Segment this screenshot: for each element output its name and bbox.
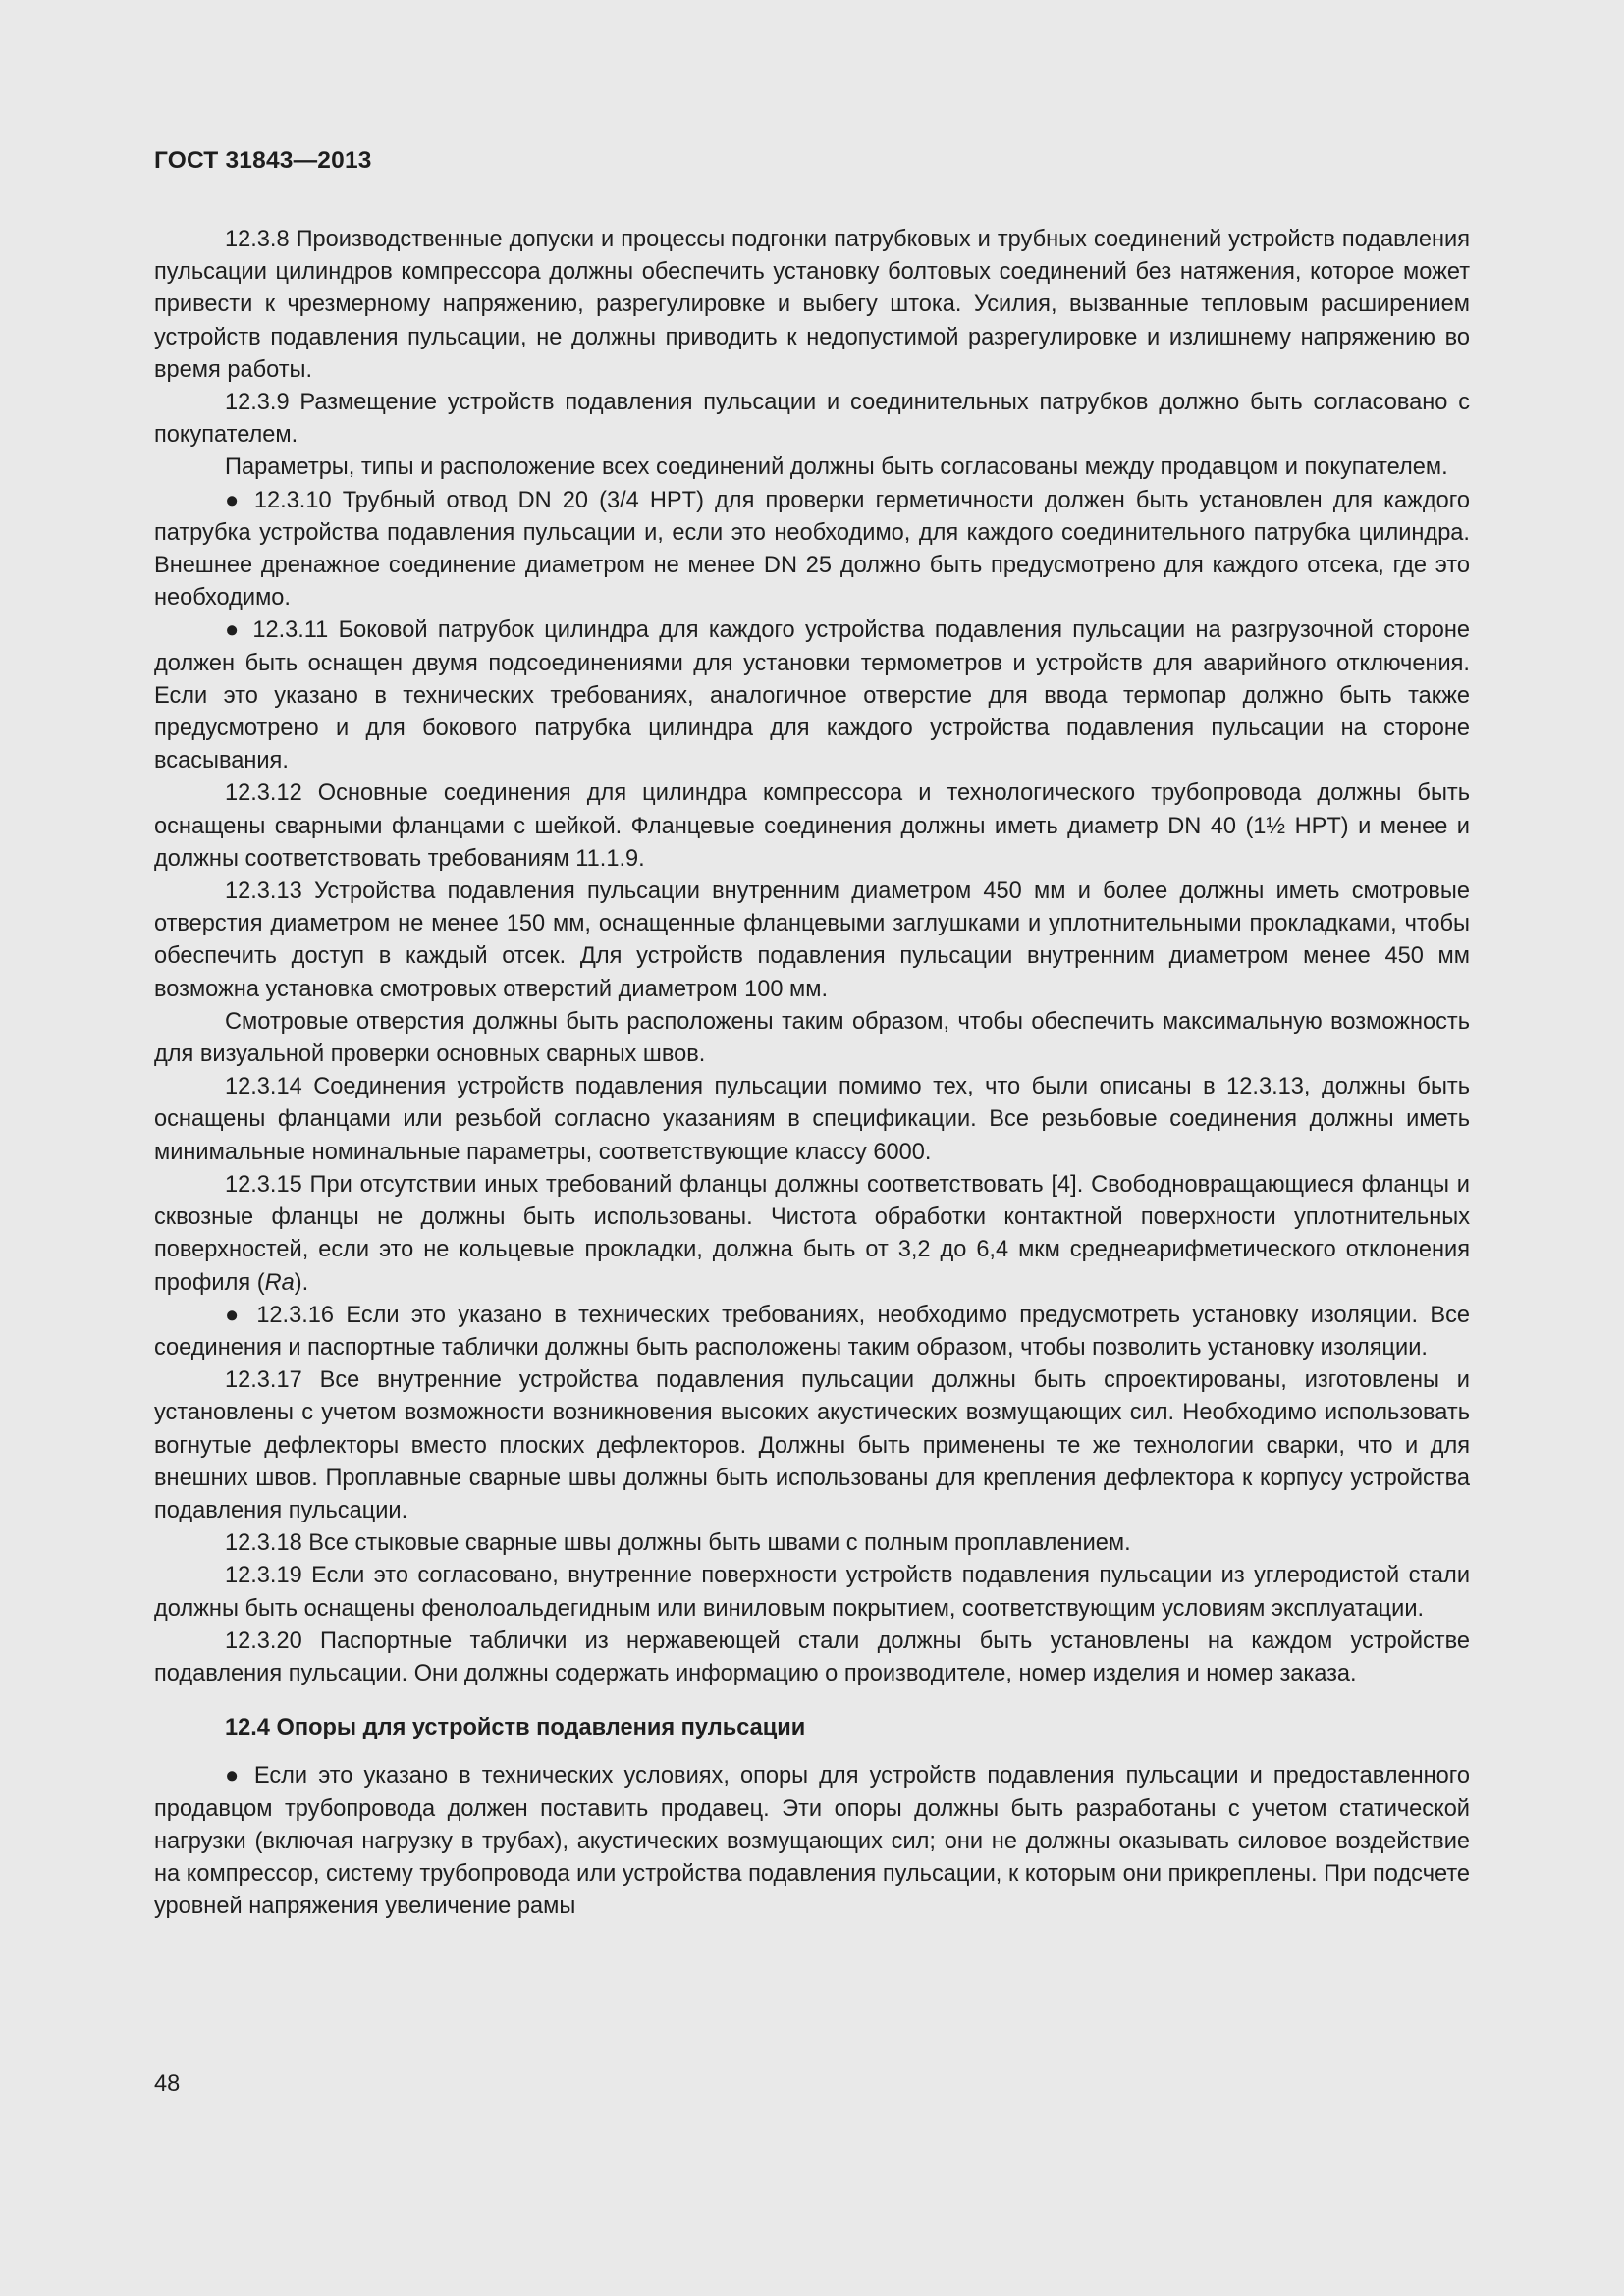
paragraph-inspection-openings: Смотровые отверстия должны быть расположены таким образом, чтобы обеспечить максимальную возможность для визуальной проверки основных сварных швов.	[154, 1008, 1470, 1068]
paragraph-12-3-19: 12.3.19 Если это согласовано, внутренние поверхности устройств подавления пульсации из углеродистой стали должны быть оснащены фенолоальдегидным или виниловым покрытием, соответствующим условиям эксплуатации.	[154, 1563, 1470, 1622]
paragraph-12-4-supports: ● Если это указано в технических условиях, опоры для устройств подавления пульсации и предоставленного продавцом трубопровода должен поставить продавец. Эти опоры должны быть разработаны с учетом статической нагрузки (включая нагрузку в трубах), акустических возмущающих сил; они не должны оказывать силовое воздействие на компрессор, систему трубопровода или устройства подавления пульсации, к которым они прикреплены. При подсчете уровней напряжения увеличение рамы	[154, 1763, 1470, 1920]
page-number: 48	[154, 2071, 181, 2097]
paragraph-12-3-18: 12.3.18 Все стыковые сварные швы должны быть швами с полным проплавлением.	[225, 1530, 1131, 1557]
paragraph-12-3-11: ● 12.3.11 Боковой патрубок цилиндра для каждого устройства подавления пульсации на разгрузочной стороне должен быть оснащен двумя подсоединениями для установки термометров и устройств для аварийного отключения. Если это указано в технических требованиях, аналогичное отверстие для ввода термопар должно быть также предусмотрено и для бокового патрубка цилиндра для каждого устройства подавления пульсации на стороне всасывания.	[154, 617, 1470, 774]
paragraph-12-3-8: 12.3.8 Производственные допуски и процессы подгонки патрубковых и трубных соединений устройств подавления пульсации цилиндров компрессора должны обеспечить установку болтовых соединений без натяжения, которое может привести к чрезмерному напряжению, разрегулировке и выбегу штока. Усилия, вызванные тепловым расширением устройств подавления пульсации, не должны приводить к недопустимой разрегулировке и излишнему напряжению во время работы.	[154, 227, 1470, 383]
paragraph-12-3-15	[154, 1169, 1470, 1300]
paragraph-connections-params: Параметры, типы и расположение всех соединений должны быть согласованы между продавцом и покупателем.	[225, 454, 1448, 481]
paragraph-12-3-13: 12.3.13 Устройства подавления пульсации внутренним диаметром 450 мм и более должны иметь смотровые отверстия диаметром не менее 150 мм, оснащенные фланцевыми заглушками и уплотнительными прокладками, чтобы обеспечить доступ в каждый отсек. Для устройств подавления пульсации внутренним диаметром менее 450 мм возможна установка смотровых отверстий диаметром 100 мм.	[154, 879, 1470, 1002]
paragraph-12-3-15-text: 12.3.15 При отсутствии иных требований фланцы должны соответствовать [4]. Свободновращающиеся фланцы и сквозные фланцы не должны быть использованы. Чистота обработки контактной поверхности уплотнительных поверхностей, если это не кольцевые прокладки, должна быть от 3,2 до 6,4 мкм среднеарифметического отклонения профиля (	[154, 1171, 1470, 1296]
paragraph-12-3-17: 12.3.17 Все внутренние устройства подавления пульсации должны быть спроектированы, изготовлены и установлены с учетом возможности возникновения высоких акустических возмущающих сил. Необходимо использовать вогнутые дефлекторы вместо плоских дефлекторов. Должны быть применены те же технологии сварки, что и для внешних швов. Проплавные сварные швы должны быть использованы для крепления дефлектора к корпусу устройства подавления пульсации.	[154, 1367, 1470, 1523]
paragraph-12-3-14: 12.3.14 Соединения устройств подавления пульсации помимо тех, что были описаны в 12.3.13, должны быть оснащены фланцами или резьбой согласно указаниям в спецификации. Все резьбовые соединения должны иметь минимальные номинальные параметры, соответствующие классу 6000.	[154, 1074, 1470, 1165]
paragraph-12-3-10: ● 12.3.10 Трубный отвод DN 20 (3/4 HPT) для проверки герметичности должен быть установлен для каждого патрубка устройства подавления пульсации и, если это необходимо, для каждого соединительного патрубка цилиндра. Внешнее дренажное соединение диаметром не менее DN 25 должно быть предусмотрено для каждого отсека, где это необходимо.	[154, 487, 1470, 612]
document-header: ГОСТ 31843—2013	[154, 147, 372, 174]
paragraph-12-3-9: 12.3.9 Размещение устройств подавления пульсации и соединительных патрубков должно быть согласовано с покупателем.	[154, 390, 1470, 449]
ra-symbol: Ra	[264, 1269, 295, 1296]
paragraph-12-3-16: ● 12.3.16 Если это указано в технических требованиях, необходимо предусмотреть установку изоляции. Все соединения и паспортные таблички должны быть расположены таким образом, чтобы позволить установку изоляции.	[154, 1302, 1470, 1361]
paragraph-12-3-12: 12.3.12 Основные соединения для цилиндра компрессора и технологического трубопровода должны быть оснащены сварными фланцами с шейкой. Фланцевые соединения должны иметь диаметр DN 40 (1½ HPT) и менее и должны соответствовать требованиям 11.1.9.	[154, 780, 1470, 872]
section-heading-12-4: 12.4 Опоры для устройств подавления пульсации	[225, 1715, 806, 1741]
paragraph-12-3-20: 12.3.20 Паспортные таблички из нержавеющей стали должны быть установлены на каждом устройстве подавления пульсации. Они должны содержать информацию о производителе, номер изделия и номер заказа.	[154, 1628, 1470, 1686]
paragraph-12-3-15-end: ).	[294, 1269, 309, 1296]
document-body	[154, 224, 1470, 1923]
